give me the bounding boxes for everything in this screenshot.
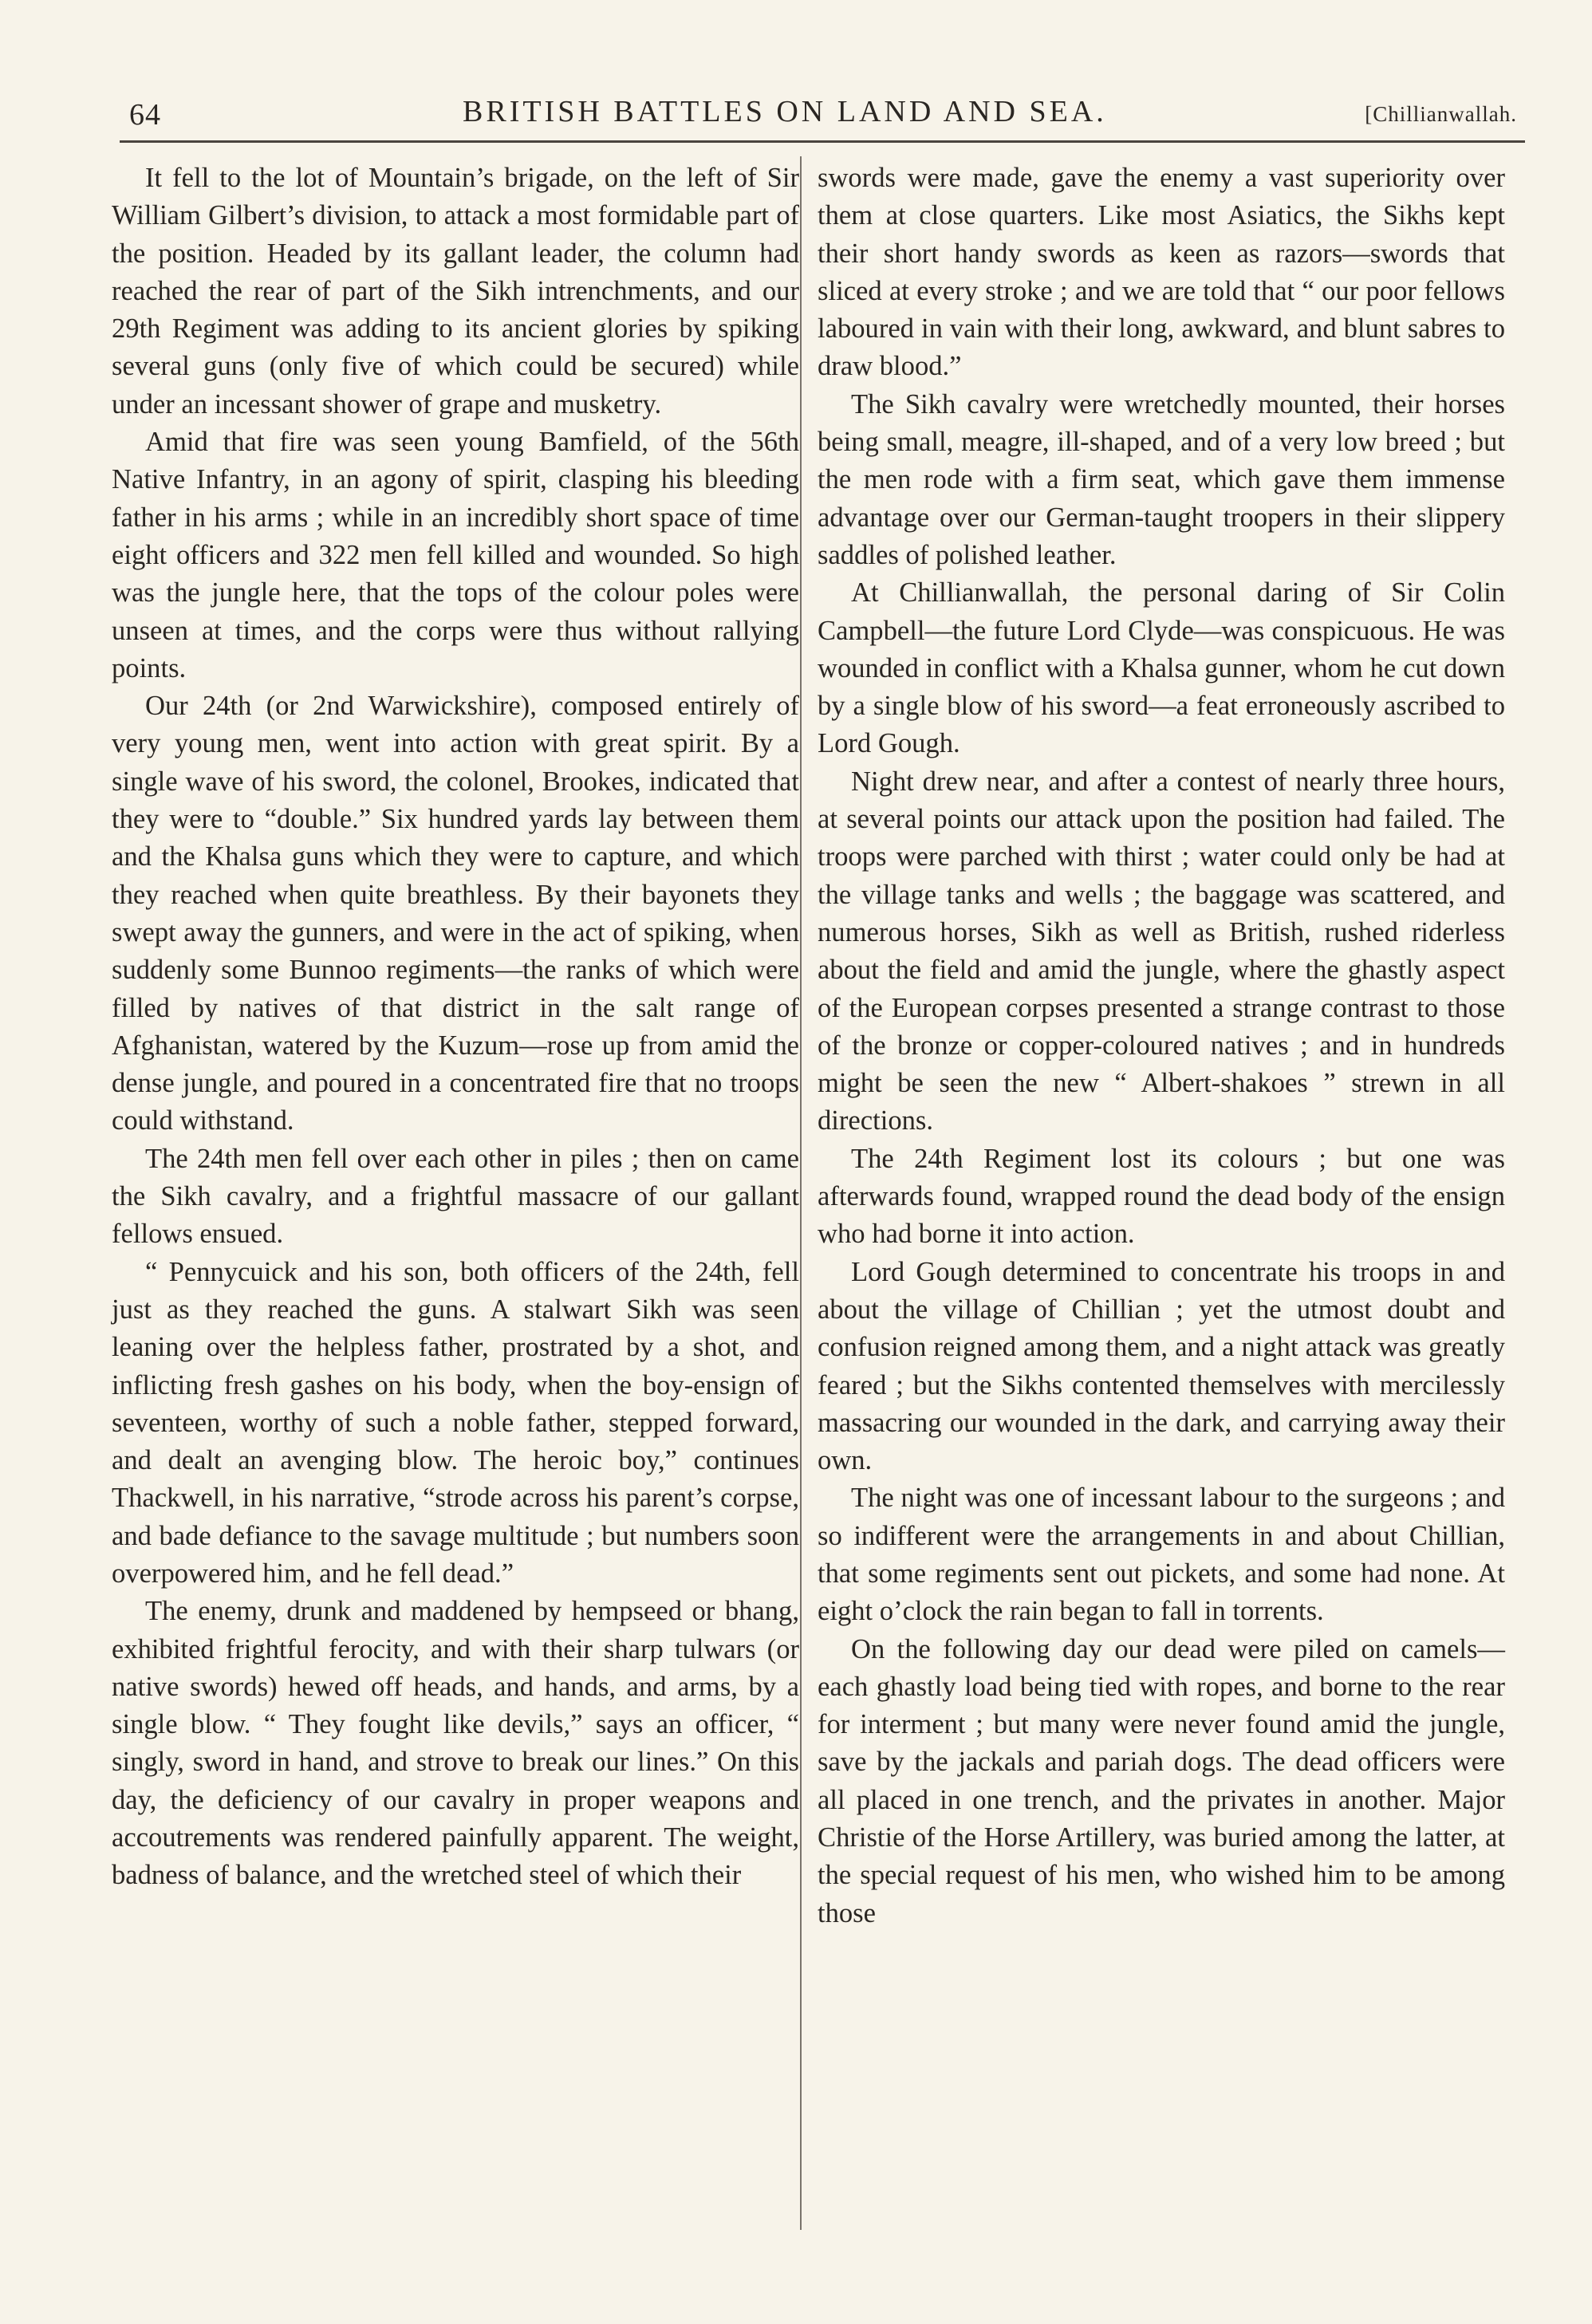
right-column [818,160,1505,1932]
paragraph: Our 24th (or 2nd Warwickshire), composed entirely of very young men, went into action with great spirit. By a single wave of his sword, the colonel, Brookes, indicated that they were to “double.” Six hundred yards lay between them and the Khalsa guns which they were to capture, and which they reached when quite breathless. By their bayonets they swept away the gunners, and were in the act of spiking, when suddenly some Bunnoo regiments—the ranks of which were filled by natives of that district in the salt range of Afghanistan, watered by the Kuzum—rose up from amid the dense jungle, and poured in a concentrated fire that no troops could withstand. [112,691,799,1136]
paragraph: It fell to the lot of Mountain’s brigade, on the left of Sir William Gilbert’s division, to attack a most formidable part of the position. Headed by its gallant leader, the column had reached the rear of part of the Sikh intrenchments, and our 29th Regiment was adding to its ancient glories by spiking several guns (only five of which could be secured) while under an incessant shower of grape and musketry. [112,163,799,420]
paragraph: “ Pennycuick and his son, both officers of the 24th, fell just as they reached the guns. A stalwart Sikh was seen leaning over the helpless father, prostrated by a shot, and inflicting fresh gashes on his body, when the boy-ensign of seventeen, worthy of such a noble father, stepped forward, and dealt an avenging blow. The heroic boy,” continues Thackwell, in his narrative, “strode across his parent’s corpse, and bade defiance to the savage multitude ; but numbers soon overpowered him, and he fell dead.” [112,1256,799,1589]
left-column [112,160,799,1895]
paragraph-continued: swords were made, gave the enemy a vast superiority over them at close quarters. Like most Asiatics, the Sikhs kept their short handy swords as keen as razors—swords that sliced at every stroke ; and we are told that “ our poor fellows laboured in vain with their long, awkward, and blunt sabres to draw blood.” [818,163,1505,382]
paragraph: On the following day our dead were piled on camels—each ghastly load being tied with ropes, and borne to the rear for interment ; but many were never found amid the jungle, save by the jackals and pariah dogs. The dead officers were all placed in one trench, and the privates in another. Major Christie of the Horse Artillery, was buried among the latter, at the special request of his men, who wished him to be among those [818,1633,1505,1928]
column-divider [800,156,802,2230]
paragraph: At Chillianwallah, the personal daring of Sir Colin Campbell—the future Lord Clyde—was conspicuous. He was wounded in conflict with a Khalsa gunner, whom he cut down by a single blow of his sword—a feat erroneously ascribed to Lord Gough. [818,577,1505,759]
paragraph: Night drew near, and after a contest of nearly three hours, at several points our attack upon the position had failed. The troops were parched with thirst ; water could only be had at the village tanks and wells ; the baggage was scattered, and numerous horses, Sikh as well as British, rushed riderless about the field and amid the jungle, where the ghastly aspect of the European corpses presented a strange contrast to those of the bronze or copper-coloured natives ; and in hundreds might be seen the new “ Albert-shakoes ” strewn in all directions. [818,766,1505,1136]
paragraph: The enemy, drunk and maddened by hempseed or bhang, exhibited frightful ferocity, and with their sharp tulwars (or native swords) hewed off heads, and hands, and arms, by a single blow. “ They fought like devils,” says an officer, “ singly, sword in hand, and strove to break our lines.” On this day, the deficiency of our cavalry in proper weapons and accoutrements was rendered painfully apparent. The weight, badness of balance, and the wretched steel of which their [112,1596,799,1891]
section-tag: [Chillianwallah. [1365,102,1517,126]
paragraph: The 24th men fell over each other in piles ; then on came the Sikh cavalry, and a frightful massacre of our gallant fellows ensued. [112,1143,799,1250]
header-rule [120,140,1525,143]
running-title: BRITISH BATTLES ON LAND AND SEA. [463,95,1107,128]
paragraph: The 24th Regiment lost its colours ; but one was afterwards found, wrapped round the dead body of the ensign who had borne it into action. [818,1143,1505,1250]
paragraph: Amid that fire was seen young Bamfield, of the 56th Native Infantry, in an agony of spirit, clasping his bleeding father in his arms ; while in an incredibly short space of time eight officers and 322 men fell killed and wounded. So high was the jungle here, that the tops of the colour poles were unseen at times, and the corps were thus without rallying points. [112,427,799,683]
paragraph: The Sikh cavalry were wretchedly mounted, their horses being small, meagre, ill-shaped, and of a very low breed ; but the men rode with a firm seat, which gave them immense advantage over our German-taught troopers in their slippery saddles of polished leather. [818,388,1505,570]
paragraph: The night was one of incessant labour to the surgeons ; and so indifferent were the arrangements in and about Chillian, that some regiments sent out pickets, and some had none. At eight o’clock the rain began to fall in torrents. [818,1483,1505,1627]
page-number: 64 [129,98,161,132]
page-header [120,86,1525,134]
paragraph: Lord Gough determined to concentrate his troops in and about the village of Chillian ; yet the utmost doubt and confusion reigned among them, and a night attack was greatly feared ; but the Sikhs contented themselves with mercilessly massacring our wounded in the dark, and carrying away their own. [818,1256,1505,1476]
